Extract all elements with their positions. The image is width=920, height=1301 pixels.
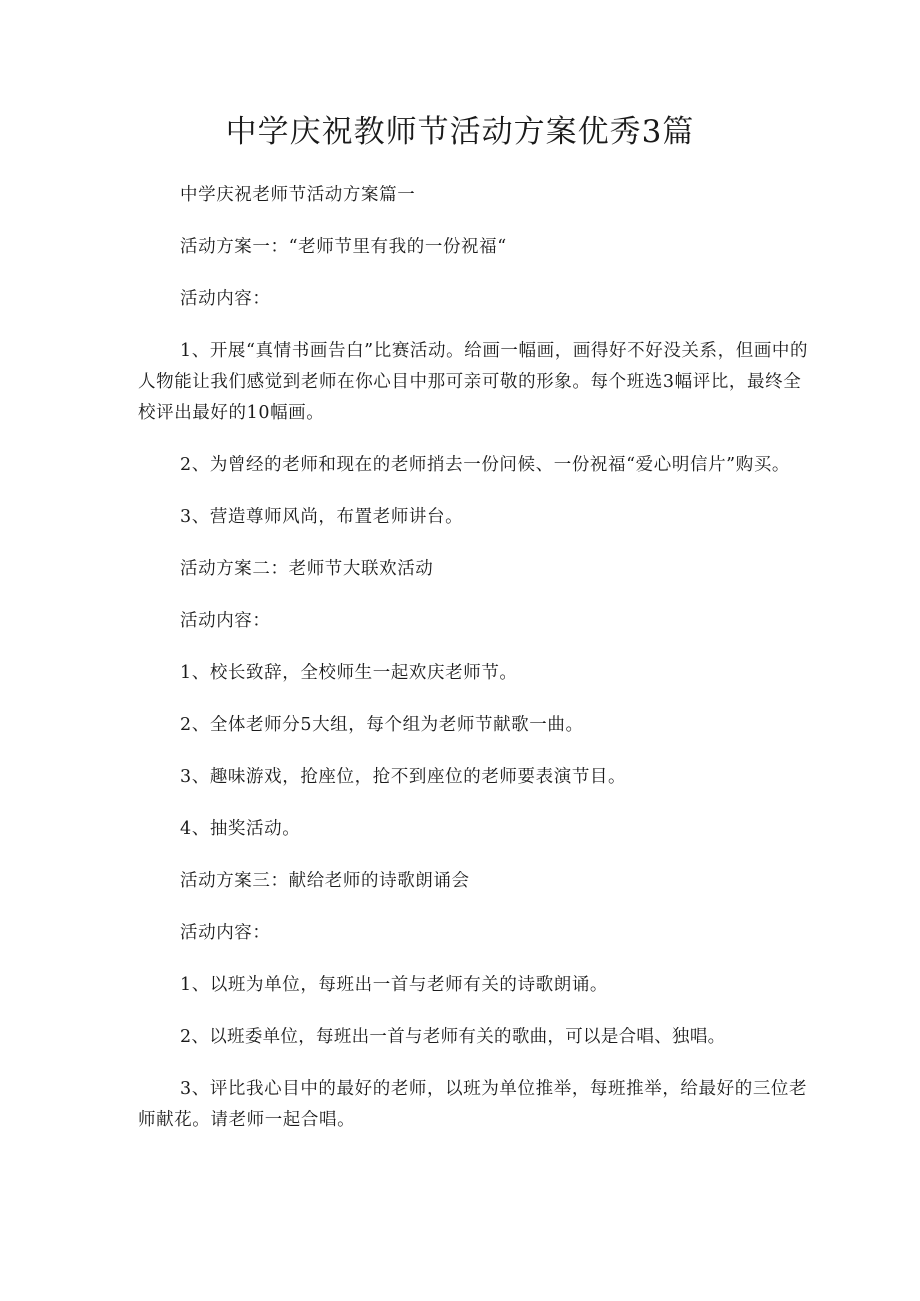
plan1-item-3: 3、营造尊师风尚，布置老师讲台。	[180, 507, 464, 527]
plan3-item-2: 2、以班委单位，每班出一首与老师有关的歌曲，可以是合唱、独唱。	[180, 1027, 726, 1047]
document-body	[138, 180, 810, 1157]
plan1-item-2: 2、为曾经的老师和现在的老师捎去一份问候、一份祝福“爱心明信片”购买。	[180, 455, 791, 475]
plan-heading-3: 活动方案三：献给老师的诗歌朗诵会	[180, 871, 470, 891]
content-label-2: 活动内容：	[180, 611, 271, 631]
plan-heading-1: 活动方案一：“老师节里有我的一份祝福“	[180, 237, 507, 257]
document-title: 中学庆祝教师节活动方案优秀3篇	[225, 114, 695, 150]
content-label-3: 活动内容：	[180, 923, 271, 943]
plan1-item-1: 1、开展“真情书画告白”比赛活动。给画一幅画，画得好不好没关系，但画中的人物能让我们感觉到老师在你心目中那可亲可敬的形象。每个班选3幅评比，最终全校评出最好的10幅画。	[138, 341, 809, 423]
plan2-item-2: 2、全体老师分5大组，每个组为老师节献歌一曲。	[180, 715, 584, 735]
plan2-item-3: 3、趣味游戏，抢座位，抢不到座位的老师要表演节目。	[180, 767, 627, 787]
plan2-item-1: 1、校长致辞，全校师生一起欢庆老师节。	[180, 663, 518, 683]
section-heading-1: 中学庆祝老师节活动方案篇一	[180, 185, 416, 205]
plan3-item-3: 3、评比我心目中的最好的老师，以班为单位推举，每班推举，给最好的三位老师献花。请老师一起合唱。	[138, 1079, 808, 1130]
plan3-item-1: 1、以班为单位，每班出一首与老师有关的诗歌朗诵。	[180, 975, 609, 995]
plan2-item-4: 4、抽奖活动。	[180, 819, 301, 839]
plan-heading-2: 活动方案二：老师节大联欢活动	[180, 559, 434, 579]
content-label-1: 活动内容：	[180, 289, 271, 309]
